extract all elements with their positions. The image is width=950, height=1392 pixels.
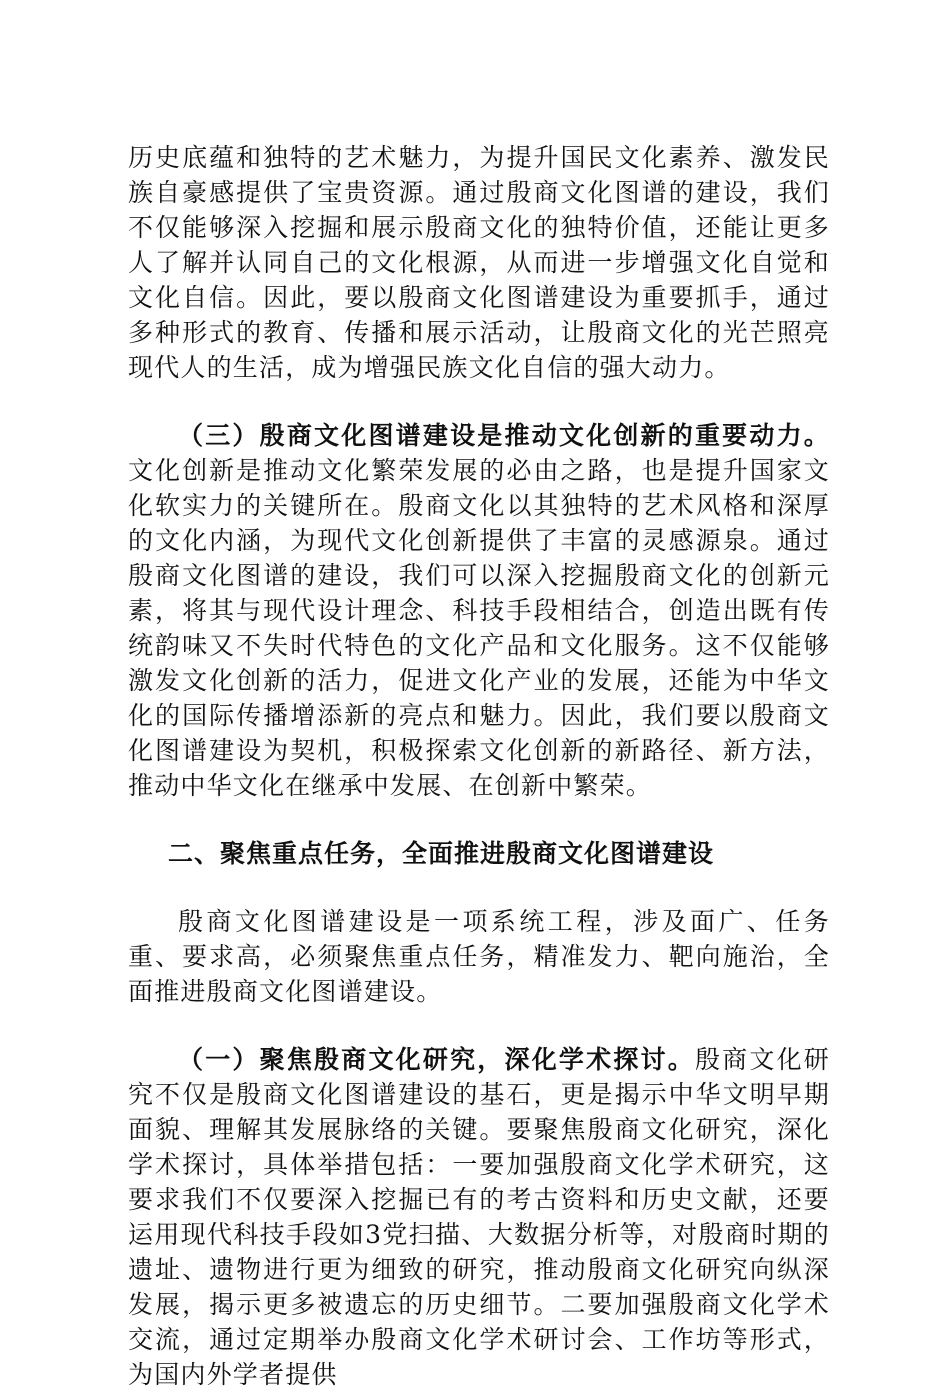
section-3-body: 文化创新是推动文化繁荣发展的必由之路，也是提升国家文化软实力的关键所在。殷商文化以其独特的艺术风格和深厚的文化内涵，为现代文化创新提供了丰富的灵感源泉。通过殷商文化图谱的建设，我们可以深入挖掘殷商文化的创新元素，将其与现代设计理念、科技手段相结合，创造出既有传统韵味又不失时代特色的文化产品和文化服务。这不仅能够激发文化创新的活力，促进文化产业的发展，还能为中华文化的国际传播增添新的亮点和魅力。因此，我们要以殷商文化图谱建设为契机，积极探索文化创新的新路径、新方法，推动中华文化在继承中发展、在创新中繁荣。 <box>128 456 830 800</box>
section-1-body: 殷商文化研究不仅是殷商文化图谱建设的基石，更是揭示中华文明早期面貌、理解其发展脉络的关键。要聚焦殷商文化研究，深化学术探讨，具体举措包括：一要加强殷商文化学术研究，这要求我们不仅要深入挖掘已有的考古资料和历史文献，还要运用现代科技手段如3党扫描、大数据分析等，对殷商时期的遗址、遗物进行更为细致的研究，推动殷商文化研究向纵深发展，揭示更多被遗忘的历史细节。二要加强殷商文化学术交流，通过定期举办殷商文化学术研讨会、工作坊等形式，为国内外学者提供 <box>128 1045 830 1389</box>
paragraph-cultural-confidence: 历史底蕴和独特的艺术魅力，为提升国民文化素养、激发民族自豪感提供了宝贵资源。通过殷商文化图谱的建设，我们不仅能够深入挖掘和展示殷商文化的独特价值，还能让更多人了解并认同自己的文化根源，从而进一步增强文化自觉和文化自信。因此，要以殷商文化图谱建设为重要抓手，通过多种形式的教育、传播和展示活动，让殷商文化的光芒照亮现代人的生活，成为增强民族文化自信的强大动力。 <box>128 143 830 382</box>
section-1-lead: （一）聚焦殷商文化研究，深化学术探讨。 <box>178 1045 695 1074</box>
section-3-lead: （三）殷商文化图谱建设是推动文化创新的重要动力。 <box>178 421 830 450</box>
paragraph-cultural-innovation <box>128 418 830 803</box>
document-page <box>128 140 830 1392</box>
paragraph-key-tasks-intro: 殷商文化图谱建设是一项系统工程，涉及面广、任务重、要求高，必须聚焦重点任务，精准发力、靶向施治，全面推进殷商文化图谱建设。 <box>128 907 830 1006</box>
section-heading-2: 二、聚焦重点任务，全面推进殷商文化图谱建设 <box>168 839 715 868</box>
paragraph-research-focus <box>128 1042 830 1392</box>
